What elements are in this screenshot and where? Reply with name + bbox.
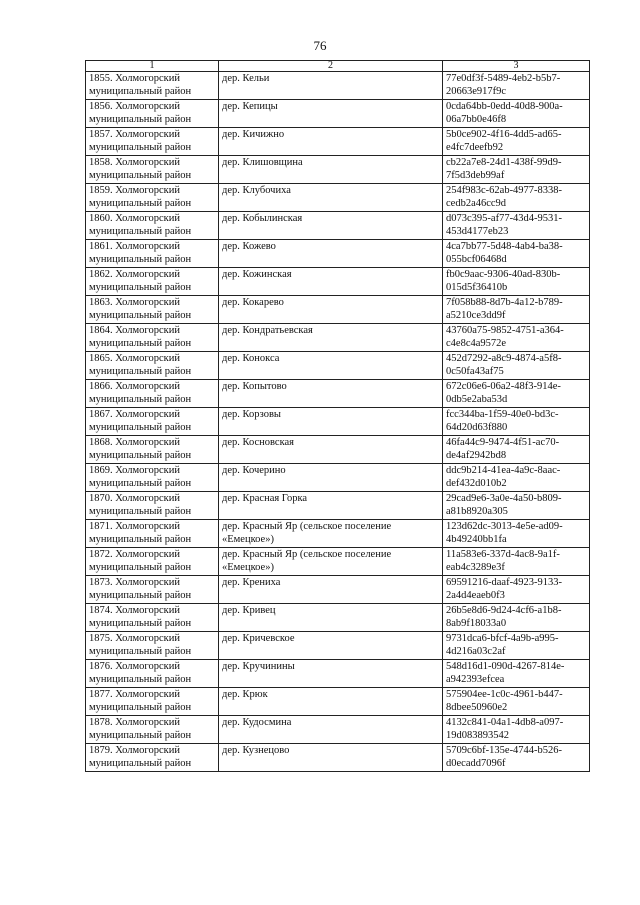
- municipality-cell: 1863. Холмогорский муниципальный район: [86, 296, 219, 324]
- municipality-cell: 1873. Холмогорский муниципальный район: [86, 576, 219, 604]
- table-row: [86, 352, 590, 380]
- settlement-cell: дер. Кузнецово: [219, 744, 443, 772]
- settlement-cell: дер. Кепицы: [219, 100, 443, 128]
- settlement-cell: дер. Кондратьевская: [219, 324, 443, 352]
- guid-cell: 43760a75-9852-4751-a364- c4e8c4a9572e: [443, 324, 590, 352]
- guid-cell: 11a583e6-337d-4ac8-9a1f- eab4c3289e3f: [443, 548, 590, 576]
- municipality-cell: 1879. Холмогорский муниципальный район: [86, 744, 219, 772]
- settlement-cell: дер. Корзовы: [219, 408, 443, 436]
- guid-cell: 548d16d1-090d-4267-814e- a942393efcea: [443, 660, 590, 688]
- table-row: [86, 184, 590, 212]
- table-row: [86, 100, 590, 128]
- municipality-cell: 1878. Холмогорский муниципальный район: [86, 716, 219, 744]
- settlement-cell: дер. Кричевское: [219, 632, 443, 660]
- registry-table: [85, 60, 590, 772]
- guid-cell: 29cad9e6-3a0e-4a50-b809- a81b8920a305: [443, 492, 590, 520]
- table-row: [86, 660, 590, 688]
- table-row: [86, 520, 590, 548]
- guid-cell: 123d62dc-3013-4e5e-ad09- 4b49240bb1fa: [443, 520, 590, 548]
- municipality-cell: 1858. Холмогорский муниципальный район: [86, 156, 219, 184]
- municipality-cell: 1871. Холмогорский муниципальный район: [86, 520, 219, 548]
- column-header: 3: [443, 61, 590, 72]
- settlement-cell: дер. Красный Яр (сельское поселение «Емецкое»): [219, 548, 443, 576]
- guid-cell: 672c06e6-06a2-48f3-914e- 0db5e2aba53d: [443, 380, 590, 408]
- settlement-cell: дер. Клубочиха: [219, 184, 443, 212]
- municipality-cell: 1875. Холмогорский муниципальный район: [86, 632, 219, 660]
- guid-cell: ddc9b214-41ea-4a9c-8aac- def432d010b2: [443, 464, 590, 492]
- guid-cell: d073c395-af77-43d4-9531- 453d4177eb23: [443, 212, 590, 240]
- settlement-cell: дер. Кельи: [219, 72, 443, 100]
- guid-cell: 4ca7bb77-5d48-4ab4-ba38- 055bcf06468d: [443, 240, 590, 268]
- header-row: [86, 61, 590, 72]
- guid-cell: 0cda64bb-0edd-40d8-900a- 06a7bb0e46f8: [443, 100, 590, 128]
- municipality-cell: 1866. Холмогорский муниципальный район: [86, 380, 219, 408]
- table-row: [86, 72, 590, 100]
- municipality-cell: 1867. Холмогорский муниципальный район: [86, 408, 219, 436]
- guid-cell: 575904ee-1c0c-4961-b447- 8dbee50960e2: [443, 688, 590, 716]
- table-row: [86, 632, 590, 660]
- settlement-cell: дер. Кручинины: [219, 660, 443, 688]
- guid-cell: 69591216-daaf-4923-9133- 2a4d4eaeb0f3: [443, 576, 590, 604]
- settlement-cell: дер. Кобылинская: [219, 212, 443, 240]
- settlement-cell: дер. Красный Яр (сельское поселение «Емецкое»): [219, 520, 443, 548]
- municipality-cell: 1861. Холмогорский муниципальный район: [86, 240, 219, 268]
- settlement-cell: дер. Копытово: [219, 380, 443, 408]
- settlement-cell: дер. Красная Горка: [219, 492, 443, 520]
- table-row: [86, 268, 590, 296]
- table-row: [86, 128, 590, 156]
- municipality-cell: 1870. Холмогорский муниципальный район: [86, 492, 219, 520]
- guid-cell: 26b5e8d6-9d24-4cf6-a1b8- 8ab9f18033a0: [443, 604, 590, 632]
- guid-cell: 254f983c-62ab-4977-8338- cedb2a46cc9d: [443, 184, 590, 212]
- settlement-cell: дер. Кудосмина: [219, 716, 443, 744]
- municipality-cell: 1859. Холмогорский муниципальный район: [86, 184, 219, 212]
- table-row: [86, 156, 590, 184]
- municipality-cell: 1856. Холмогорский муниципальный район: [86, 100, 219, 128]
- guid-cell: 77e0df3f-5489-4eb2-b5b7- 20663e917f9c: [443, 72, 590, 100]
- guid-cell: 5709c6bf-135e-4744-b526- d0ecadd7096f: [443, 744, 590, 772]
- table-row: [86, 576, 590, 604]
- municipality-cell: 1862. Холмогорский муниципальный район: [86, 268, 219, 296]
- table-row: [86, 548, 590, 576]
- table-row: [86, 296, 590, 324]
- table-row: [86, 604, 590, 632]
- settlement-cell: дер. Кожинская: [219, 268, 443, 296]
- settlement-cell: дер. Клишовщина: [219, 156, 443, 184]
- municipality-cell: 1860. Холмогорский муниципальный район: [86, 212, 219, 240]
- guid-cell: 5b0ce902-4f16-4dd5-ad65- e4fc7deefb92: [443, 128, 590, 156]
- guid-cell: 46fa44c9-9474-4f51-ac70- de4af2942bd8: [443, 436, 590, 464]
- table-row: [86, 408, 590, 436]
- municipality-cell: 1855. Холмогорский муниципальный район: [86, 72, 219, 100]
- table-row: [86, 744, 590, 772]
- municipality-cell: 1857. Холмогорский муниципальный район: [86, 128, 219, 156]
- guid-cell: 4132c841-04a1-4db8-a097- 19d083893542: [443, 716, 590, 744]
- municipality-cell: 1865. Холмогорский муниципальный район: [86, 352, 219, 380]
- settlement-cell: дер. Конокса: [219, 352, 443, 380]
- settlement-cell: дер. Кожево: [219, 240, 443, 268]
- table-row: [86, 436, 590, 464]
- settlement-cell: дер. Крюк: [219, 688, 443, 716]
- table-row: [86, 492, 590, 520]
- settlement-cell: дер. Кривец: [219, 604, 443, 632]
- municipality-cell: 1874. Холмогорский муниципальный район: [86, 604, 219, 632]
- guid-cell: cb22a7e8-24d1-438f-99d9- 7f5d3deb99af: [443, 156, 590, 184]
- table-row: [86, 464, 590, 492]
- table-row: [86, 716, 590, 744]
- municipality-cell: 1877. Холмогорский муниципальный район: [86, 688, 219, 716]
- table-row: [86, 380, 590, 408]
- municipality-cell: 1876. Холмогорский муниципальный район: [86, 660, 219, 688]
- municipality-cell: 1872. Холмогорский муниципальный район: [86, 548, 219, 576]
- settlement-cell: дер. Кокарево: [219, 296, 443, 324]
- table-row: [86, 240, 590, 268]
- page-number: 76: [313, 38, 327, 53]
- guid-cell: 452d7292-a8c9-4874-a5f8- 0c50fa43af75: [443, 352, 590, 380]
- guid-cell: fb0c9aac-9306-40ad-830b- 015d5f36410b: [443, 268, 590, 296]
- table-row: [86, 324, 590, 352]
- table-row: [86, 688, 590, 716]
- column-header: 2: [219, 61, 443, 72]
- settlement-cell: дер. Кичижно: [219, 128, 443, 156]
- municipality-cell: 1864. Холмогорский муниципальный район: [86, 324, 219, 352]
- guid-cell: 9731dca6-bfcf-4a9b-a995- 4d216a03c2af: [443, 632, 590, 660]
- settlement-cell: дер. Кочерино: [219, 464, 443, 492]
- settlement-cell: дер. Косновская: [219, 436, 443, 464]
- table-row: [86, 212, 590, 240]
- column-header: 1: [86, 61, 219, 72]
- guid-cell: 7f058b88-8d7b-4a12-b789- a5210ce3dd9f: [443, 296, 590, 324]
- settlement-cell: дер. Крениха: [219, 576, 443, 604]
- municipality-cell: 1869. Холмогорский муниципальный район: [86, 464, 219, 492]
- guid-cell: fcc344ba-1f59-40e0-bd3c- 64d20d63f880: [443, 408, 590, 436]
- municipality-cell: 1868. Холмогорский муниципальный район: [86, 436, 219, 464]
